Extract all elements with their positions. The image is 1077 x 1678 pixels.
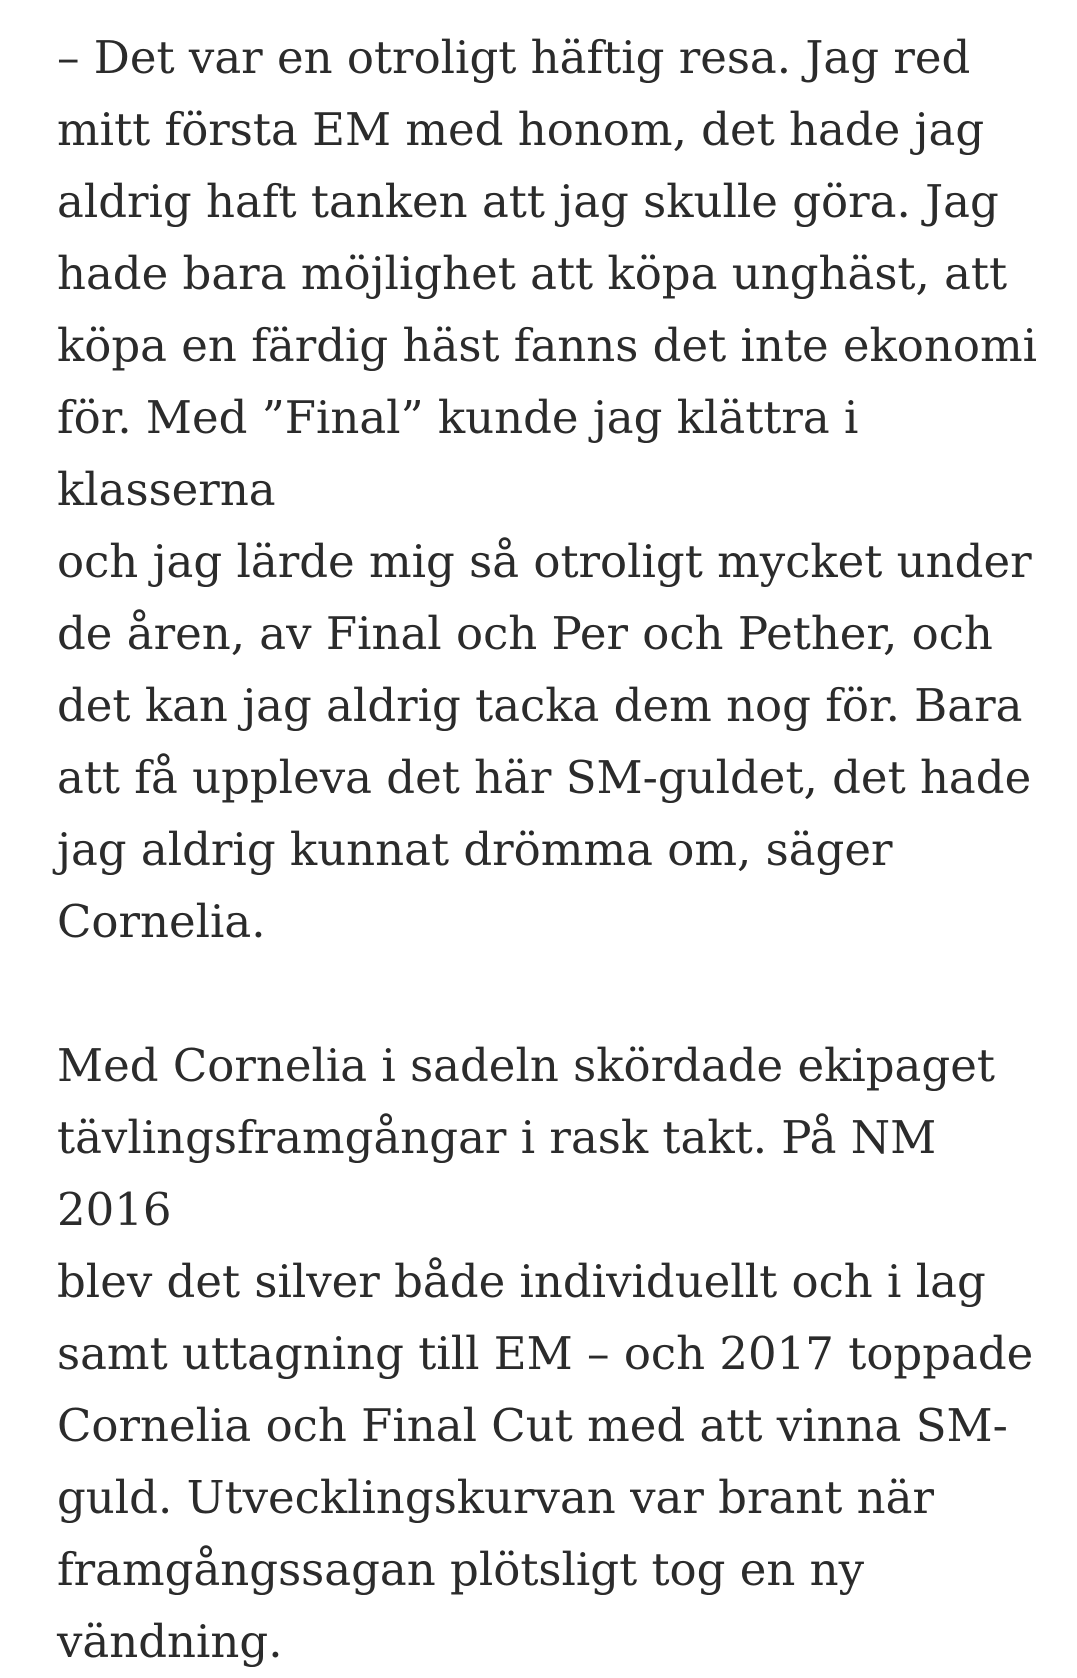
- article-body: [57, 22, 1047, 1678]
- article-paragraph-quote: – Det var en otroligt häftig resa. Jag red mitt första EM med honom, det hade jag aldrig haft tanken att jag skulle göra. Jag hade bara möjlighet att köpa unghäst, att köpa en färdig häst fanns det inte ekonomi för. Med ”Final” kunde jag klättra i klasserna och jag lärde mig så otroligt mycket under de åren, av Final och Per och Pether, och det kan jag aldrig tacka dem nog för. Bara att få uppleva det här SM-guldet, det hade jag aldrig kunnat drömma om, säger Cornelia.: [57, 31, 1038, 948]
- article-paragraph-success: Med Cornelia i sadeln skördade ekipaget tävlingsframgångar i rask takt. På NM 2016 blev det silver både individuellt och i lag samt uttagning till EM – och 2017 toppade Cornelia och Final Cut med att vinna SM- guld. Utvecklingskurvan var brant när framgångssagan plötsligt tog en ny vändning.: [57, 1039, 1034, 1668]
